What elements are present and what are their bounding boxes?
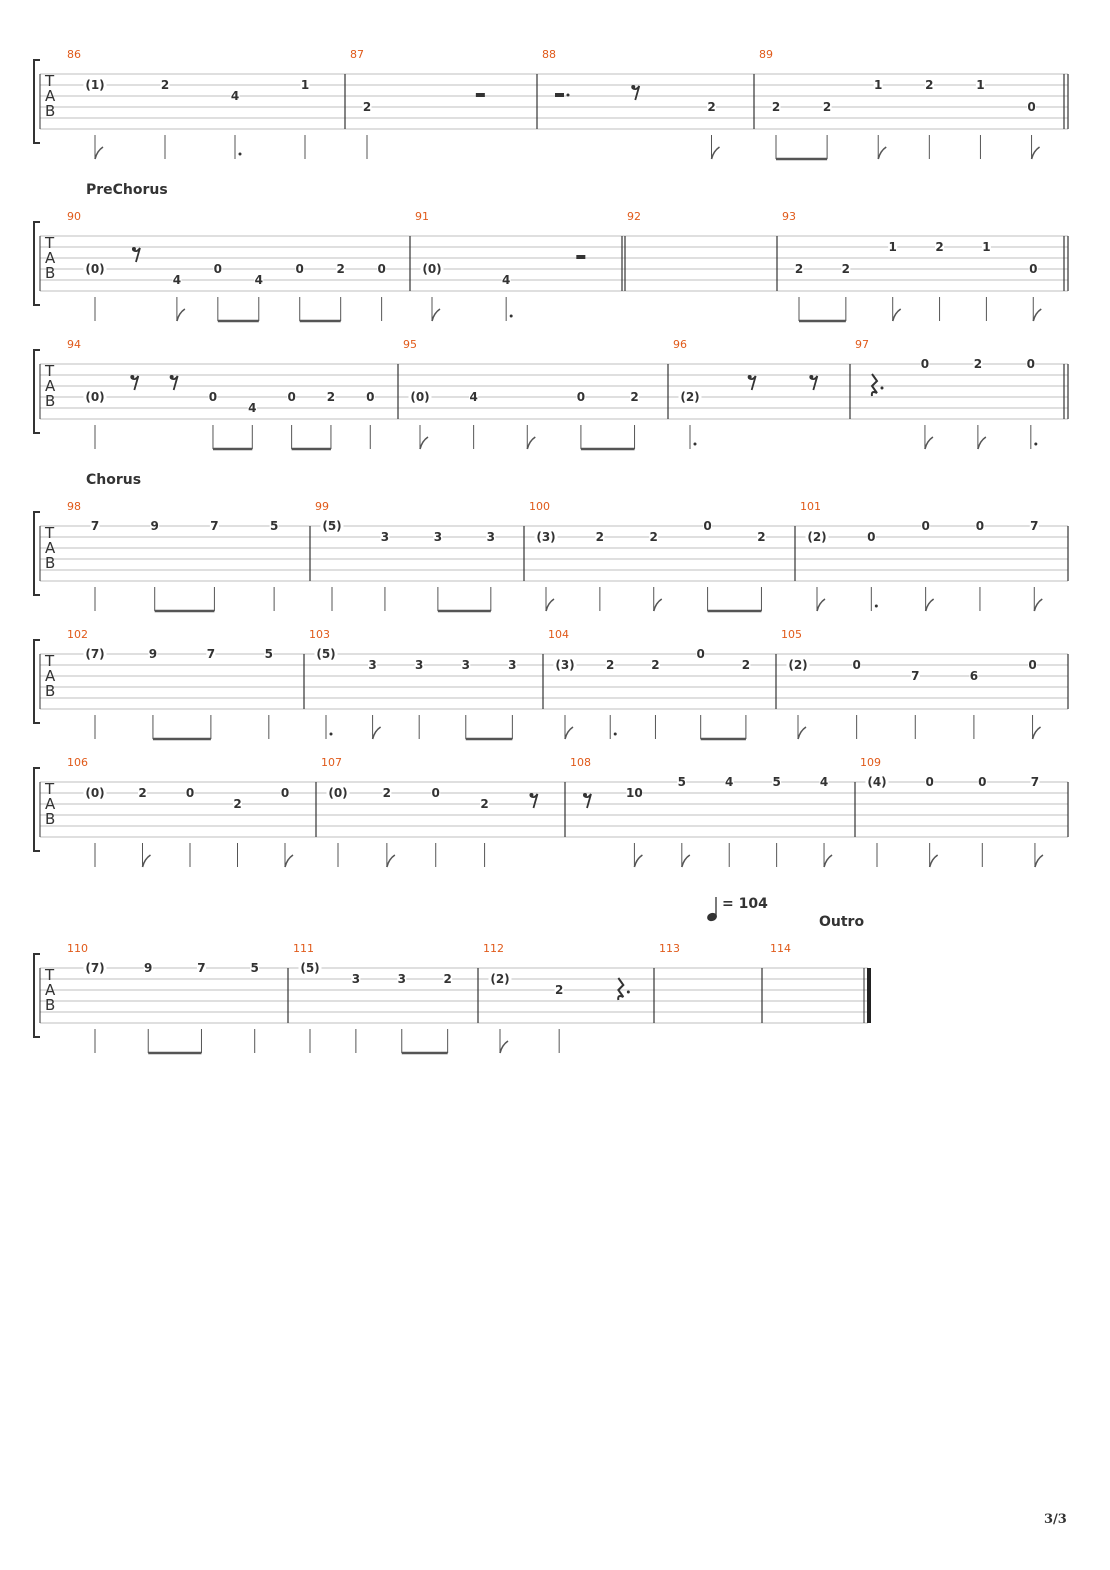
tab-note bbox=[231, 89, 242, 159]
tab-clef-letter: A bbox=[45, 667, 56, 685]
svg-text:(4): (4) bbox=[867, 775, 887, 789]
bar-number: 91 bbox=[415, 210, 429, 223]
tab-note bbox=[461, 658, 470, 739]
svg-text:2: 2 bbox=[935, 240, 944, 254]
svg-text:2: 2 bbox=[822, 100, 832, 114]
svg-text:3: 3 bbox=[461, 658, 470, 672]
tab-clef-letter: A bbox=[45, 981, 56, 999]
rest-symbol bbox=[170, 375, 178, 390]
svg-text:7: 7 bbox=[197, 961, 206, 975]
tab-note bbox=[576, 390, 585, 449]
tab-note bbox=[554, 658, 577, 739]
tab-note bbox=[250, 961, 259, 1053]
svg-text:0: 0 bbox=[185, 786, 195, 800]
svg-text:0: 0 bbox=[280, 786, 290, 800]
svg-text:7: 7 bbox=[1030, 519, 1039, 533]
svg-text:0: 0 bbox=[978, 775, 987, 789]
tab-note bbox=[287, 390, 296, 449]
tab-note bbox=[581, 390, 639, 449]
tab-note bbox=[976, 78, 985, 159]
svg-text:7: 7 bbox=[911, 669, 920, 683]
tab-clef-letter: T bbox=[45, 524, 55, 542]
tab-note bbox=[703, 519, 712, 611]
tab-note bbox=[1030, 519, 1043, 611]
tab-note bbox=[975, 519, 984, 611]
svg-text:3: 3 bbox=[351, 972, 361, 986]
svg-text:0: 0 bbox=[576, 390, 586, 404]
tab-note bbox=[776, 100, 832, 159]
tab-clef-letter: B bbox=[45, 996, 56, 1014]
tab-note bbox=[973, 357, 986, 449]
tab-clef-letter: B bbox=[45, 264, 56, 282]
tab-note bbox=[433, 530, 442, 611]
tab-system-6 bbox=[0, 748, 1110, 878]
tab-note bbox=[292, 390, 336, 449]
rest-symbol bbox=[555, 93, 570, 97]
page-number: 3/3 bbox=[1044, 1512, 1067, 1527]
tab-note bbox=[820, 775, 833, 867]
system-bracket bbox=[34, 350, 40, 433]
svg-text:(0): (0) bbox=[422, 262, 442, 276]
bar-number: 98 bbox=[67, 500, 81, 513]
tab-note bbox=[84, 786, 107, 867]
svg-text:(2): (2) bbox=[490, 972, 510, 986]
tab-clef-letter: T bbox=[45, 362, 55, 380]
tab-note bbox=[300, 262, 345, 321]
bar-number: 88 bbox=[542, 48, 556, 61]
svg-text:(0): (0) bbox=[85, 786, 105, 800]
bar-number: 90 bbox=[67, 210, 81, 223]
tab-note bbox=[555, 983, 564, 1053]
svg-text:2: 2 bbox=[336, 262, 345, 276]
svg-text:3: 3 bbox=[368, 658, 377, 672]
tab-note bbox=[208, 390, 217, 449]
svg-text:4: 4 bbox=[725, 775, 734, 789]
svg-text:2: 2 bbox=[771, 100, 781, 114]
tab-note bbox=[161, 78, 170, 159]
svg-text:(2): (2) bbox=[788, 658, 808, 672]
tab-note bbox=[799, 262, 850, 321]
svg-text:4: 4 bbox=[819, 775, 829, 789]
tab-note bbox=[148, 961, 206, 1053]
rest-symbol bbox=[476, 93, 485, 97]
svg-text:4: 4 bbox=[254, 273, 263, 287]
system-bracket bbox=[34, 60, 40, 143]
tab-clef-letter: A bbox=[45, 87, 56, 105]
tab-note bbox=[466, 658, 517, 739]
final-bar-thick bbox=[867, 968, 871, 1023]
svg-text:0: 0 bbox=[1028, 658, 1037, 672]
tab-note bbox=[431, 786, 440, 867]
bar-number: 99 bbox=[315, 500, 329, 513]
tab-note bbox=[368, 658, 381, 739]
tab-note bbox=[301, 78, 310, 159]
svg-text:0: 0 bbox=[703, 519, 712, 533]
tab-note bbox=[409, 390, 432, 449]
tab-clef-letter: B bbox=[45, 682, 56, 700]
bar-number: 110 bbox=[67, 942, 88, 955]
tab-note bbox=[281, 786, 294, 867]
svg-text:2: 2 bbox=[160, 78, 170, 92]
tab-clef-letter: T bbox=[45, 652, 55, 670]
svg-text:(5): (5) bbox=[322, 519, 342, 533]
svg-text:3: 3 bbox=[380, 530, 390, 544]
tab-system-3 bbox=[0, 330, 1110, 460]
svg-text:5: 5 bbox=[269, 519, 279, 533]
bar-number: 103 bbox=[309, 628, 330, 641]
tab-note bbox=[84, 262, 107, 321]
svg-text:0: 0 bbox=[852, 658, 861, 672]
tab-note bbox=[1029, 262, 1042, 321]
tab-note bbox=[626, 786, 643, 867]
tab-note bbox=[852, 658, 861, 739]
svg-text:(2): (2) bbox=[807, 530, 827, 544]
bar-number: 89 bbox=[759, 48, 773, 61]
svg-text:(0): (0) bbox=[85, 262, 105, 276]
tab-note bbox=[144, 961, 153, 1053]
svg-text:2: 2 bbox=[326, 390, 336, 404]
tab-clef-letter: A bbox=[45, 249, 56, 267]
bar-number: 107 bbox=[321, 756, 342, 769]
svg-text:2: 2 bbox=[630, 390, 639, 404]
tab-note bbox=[415, 658, 424, 739]
svg-text:1: 1 bbox=[874, 78, 883, 92]
svg-text:5: 5 bbox=[677, 775, 686, 789]
svg-text:2: 2 bbox=[362, 100, 372, 114]
bar-number: 100 bbox=[529, 500, 550, 513]
svg-text:0: 0 bbox=[1026, 357, 1036, 371]
svg-text:0: 0 bbox=[696, 647, 705, 661]
tab-note bbox=[606, 658, 617, 739]
tab-note bbox=[270, 519, 279, 611]
rest-symbol bbox=[872, 374, 884, 396]
tab-clef-letter: B bbox=[45, 102, 56, 120]
svg-text:1: 1 bbox=[888, 240, 897, 254]
tab-note bbox=[84, 961, 107, 1053]
tab-clef-letter: B bbox=[45, 392, 56, 410]
tab-note bbox=[397, 972, 406, 1053]
svg-text:6: 6 bbox=[969, 669, 979, 683]
svg-text:0: 0 bbox=[431, 786, 440, 800]
tab-note bbox=[867, 530, 878, 611]
tab-clef-letter: B bbox=[45, 810, 56, 828]
svg-text:(3): (3) bbox=[536, 530, 556, 544]
svg-text:0: 0 bbox=[925, 775, 934, 789]
system-bracket bbox=[34, 222, 40, 305]
tab-clef-letter: T bbox=[45, 966, 55, 984]
tab-note bbox=[138, 786, 151, 867]
tab-system-5 bbox=[0, 620, 1110, 750]
rest-symbol bbox=[576, 255, 585, 259]
svg-text:2: 2 bbox=[925, 78, 934, 92]
tab-system-2 bbox=[0, 202, 1110, 332]
bar-number: 94 bbox=[67, 338, 81, 351]
bar-number: 109 bbox=[860, 756, 881, 769]
tab-note bbox=[708, 530, 766, 611]
svg-text:9: 9 bbox=[150, 519, 159, 533]
bar-number: 86 bbox=[67, 48, 81, 61]
svg-text:7: 7 bbox=[90, 519, 100, 533]
rest-symbol bbox=[583, 793, 591, 808]
system-bracket bbox=[34, 512, 40, 595]
rest-symbol bbox=[132, 247, 140, 262]
svg-text:4: 4 bbox=[469, 390, 478, 404]
svg-text:3: 3 bbox=[397, 972, 406, 986]
tab-note bbox=[925, 78, 934, 159]
svg-text:0: 0 bbox=[921, 519, 930, 533]
svg-text:2: 2 bbox=[480, 797, 489, 811]
tab-note bbox=[264, 647, 273, 739]
tab-note bbox=[377, 262, 386, 321]
svg-text:0: 0 bbox=[213, 262, 223, 276]
tab-note bbox=[535, 530, 558, 611]
tab-note bbox=[480, 797, 489, 867]
svg-text:3: 3 bbox=[486, 530, 496, 544]
tab-clef-letter: B bbox=[45, 554, 56, 572]
tab-note bbox=[380, 530, 389, 611]
svg-text:7: 7 bbox=[210, 519, 219, 533]
svg-text:2: 2 bbox=[595, 530, 605, 544]
svg-text:1: 1 bbox=[982, 240, 991, 254]
section-label-prechorus: PreChorus bbox=[86, 182, 168, 198]
tab-note bbox=[438, 530, 495, 611]
svg-text:2: 2 bbox=[554, 983, 564, 997]
tab-note bbox=[1028, 658, 1041, 739]
tab-note bbox=[382, 786, 395, 867]
tab-note bbox=[679, 390, 702, 449]
svg-text:0: 0 bbox=[287, 390, 296, 404]
tab-note bbox=[91, 519, 100, 611]
tab-clef-letter: A bbox=[45, 539, 56, 557]
bar-number: 111 bbox=[293, 942, 314, 955]
svg-text:5: 5 bbox=[772, 775, 781, 789]
rest-symbol bbox=[130, 375, 138, 390]
tab-note bbox=[153, 647, 215, 739]
tab-note bbox=[421, 262, 444, 321]
tab-note bbox=[363, 100, 372, 159]
svg-text:2: 2 bbox=[757, 530, 766, 544]
tab-note bbox=[595, 530, 604, 611]
tab-note bbox=[321, 519, 344, 611]
svg-text:0: 0 bbox=[377, 262, 386, 276]
bar-number: 97 bbox=[855, 338, 869, 351]
tab-note bbox=[696, 647, 705, 739]
tab-note bbox=[920, 357, 933, 449]
tab-note bbox=[921, 519, 934, 611]
tab-note bbox=[150, 519, 159, 611]
svg-text:2: 2 bbox=[841, 262, 851, 276]
tab-note bbox=[1027, 100, 1040, 159]
tab-note bbox=[1030, 775, 1043, 867]
rest-symbol bbox=[618, 978, 630, 1000]
section-label-outro: Outro bbox=[819, 914, 865, 930]
svg-text:9: 9 bbox=[148, 647, 158, 661]
svg-text:3: 3 bbox=[433, 530, 443, 544]
svg-text:2: 2 bbox=[741, 658, 751, 672]
svg-text:0: 0 bbox=[1027, 100, 1036, 114]
tab-clef-letter: A bbox=[45, 377, 56, 395]
svg-text:(3): (3) bbox=[555, 658, 575, 672]
tab-note bbox=[295, 262, 304, 321]
svg-text:4: 4 bbox=[248, 401, 257, 415]
svg-text:2: 2 bbox=[138, 786, 147, 800]
svg-text:7: 7 bbox=[206, 647, 216, 661]
tab-note bbox=[725, 775, 734, 867]
svg-text:9: 9 bbox=[144, 961, 153, 975]
svg-text:2: 2 bbox=[606, 658, 615, 672]
system-bracket bbox=[34, 768, 40, 851]
svg-text:2: 2 bbox=[443, 972, 452, 986]
tab-system-4 bbox=[0, 492, 1110, 622]
bar-number: 114 bbox=[770, 942, 791, 955]
svg-text:1: 1 bbox=[976, 78, 985, 92]
bar-number: 112 bbox=[483, 942, 504, 955]
bar-number: 101 bbox=[800, 500, 821, 513]
svg-text:2: 2 bbox=[794, 262, 804, 276]
svg-text:0: 0 bbox=[208, 390, 218, 404]
tab-note bbox=[1026, 357, 1037, 449]
tab-note bbox=[982, 240, 991, 321]
svg-text:(0): (0) bbox=[410, 390, 430, 404]
tab-note bbox=[795, 262, 804, 321]
svg-text:0: 0 bbox=[1029, 262, 1038, 276]
tab-note bbox=[772, 100, 781, 159]
svg-text:2: 2 bbox=[649, 530, 658, 544]
svg-text:0: 0 bbox=[295, 262, 304, 276]
tab-note bbox=[469, 390, 478, 449]
svg-text:(0): (0) bbox=[328, 786, 348, 800]
svg-text:4: 4 bbox=[172, 273, 182, 287]
svg-text:0: 0 bbox=[975, 519, 985, 533]
tab-clef-letter: T bbox=[45, 234, 55, 252]
tab-note bbox=[978, 775, 987, 867]
bar-number: 113 bbox=[659, 942, 680, 955]
tab-note bbox=[806, 530, 829, 611]
bar-number: 104 bbox=[548, 628, 569, 641]
tab-note bbox=[649, 530, 662, 611]
svg-text:1: 1 bbox=[300, 78, 310, 92]
tab-note bbox=[366, 390, 375, 449]
tab-clef-letter: T bbox=[45, 72, 55, 90]
bar-number: 95 bbox=[403, 338, 417, 351]
svg-text:(1): (1) bbox=[85, 78, 105, 92]
tab-clef-letter: A bbox=[45, 795, 56, 813]
svg-text:0: 0 bbox=[920, 357, 930, 371]
bar-number: 87 bbox=[350, 48, 364, 61]
tab-note bbox=[84, 390, 107, 449]
bar-number: 93 bbox=[782, 210, 796, 223]
tab-note bbox=[351, 972, 360, 1053]
svg-text:0: 0 bbox=[366, 390, 375, 404]
tab-note bbox=[402, 972, 452, 1053]
svg-text:(7): (7) bbox=[85, 647, 105, 661]
svg-text:2: 2 bbox=[973, 357, 983, 371]
bar-number: 106 bbox=[67, 756, 88, 769]
svg-text:(0): (0) bbox=[85, 390, 105, 404]
tab-note bbox=[233, 797, 242, 867]
svg-text:3: 3 bbox=[415, 658, 424, 672]
tab-note bbox=[874, 78, 887, 159]
tab-note bbox=[925, 775, 938, 867]
svg-text:5: 5 bbox=[250, 961, 259, 975]
tab-note bbox=[772, 775, 781, 867]
system-bracket bbox=[34, 954, 40, 1037]
svg-text:2: 2 bbox=[707, 100, 716, 114]
tab-note bbox=[489, 972, 512, 1053]
tab-note bbox=[315, 647, 338, 739]
svg-text:2: 2 bbox=[651, 658, 660, 672]
svg-text:(5): (5) bbox=[316, 647, 336, 661]
tab-note bbox=[888, 240, 901, 321]
tab-note bbox=[701, 658, 751, 739]
svg-text:7: 7 bbox=[1030, 775, 1040, 789]
tab-system-7 bbox=[0, 934, 1110, 1064]
svg-text:4: 4 bbox=[501, 273, 511, 287]
rest-symbol bbox=[631, 85, 639, 100]
tab-note bbox=[84, 78, 107, 159]
tab-note bbox=[707, 100, 720, 159]
svg-text:10: 10 bbox=[626, 786, 643, 800]
rest-symbol bbox=[748, 375, 756, 390]
tab-note bbox=[299, 961, 322, 1053]
section-label-chorus: Chorus bbox=[86, 472, 142, 488]
svg-text:2: 2 bbox=[382, 786, 392, 800]
tab-note bbox=[866, 775, 889, 867]
system-bracket bbox=[34, 640, 40, 723]
tab-note bbox=[327, 786, 350, 867]
tab-note bbox=[677, 775, 690, 867]
svg-text:4: 4 bbox=[230, 89, 240, 103]
tab-note bbox=[148, 647, 157, 739]
svg-text:(2): (2) bbox=[680, 390, 700, 404]
tab-clef-letter: T bbox=[45, 780, 55, 798]
tab-note bbox=[213, 262, 222, 321]
rest-symbol bbox=[809, 375, 817, 390]
bar-number: 108 bbox=[570, 756, 591, 769]
tab-system-1 bbox=[0, 40, 1110, 170]
svg-text:2: 2 bbox=[233, 797, 242, 811]
bar-number: 105 bbox=[781, 628, 802, 641]
rest-symbol bbox=[529, 793, 537, 808]
tab-note bbox=[527, 425, 535, 449]
bar-number: 96 bbox=[673, 338, 687, 351]
tab-note bbox=[935, 240, 944, 321]
bar-number: 102 bbox=[67, 628, 88, 641]
bar-number: 92 bbox=[627, 210, 641, 223]
tab-note bbox=[787, 658, 810, 739]
tab-note bbox=[186, 786, 195, 867]
tab-note bbox=[651, 658, 660, 739]
svg-text:3: 3 bbox=[508, 658, 517, 672]
tab-note bbox=[84, 647, 107, 739]
tab-note bbox=[911, 669, 920, 739]
tab-note bbox=[155, 519, 219, 611]
svg-text:5: 5 bbox=[264, 647, 274, 661]
svg-text:(7): (7) bbox=[85, 961, 105, 975]
tab-note bbox=[969, 669, 978, 739]
svg-text:(5): (5) bbox=[300, 961, 320, 975]
tempo-marking: = 104 bbox=[722, 896, 768, 912]
svg-text:0: 0 bbox=[867, 530, 876, 544]
